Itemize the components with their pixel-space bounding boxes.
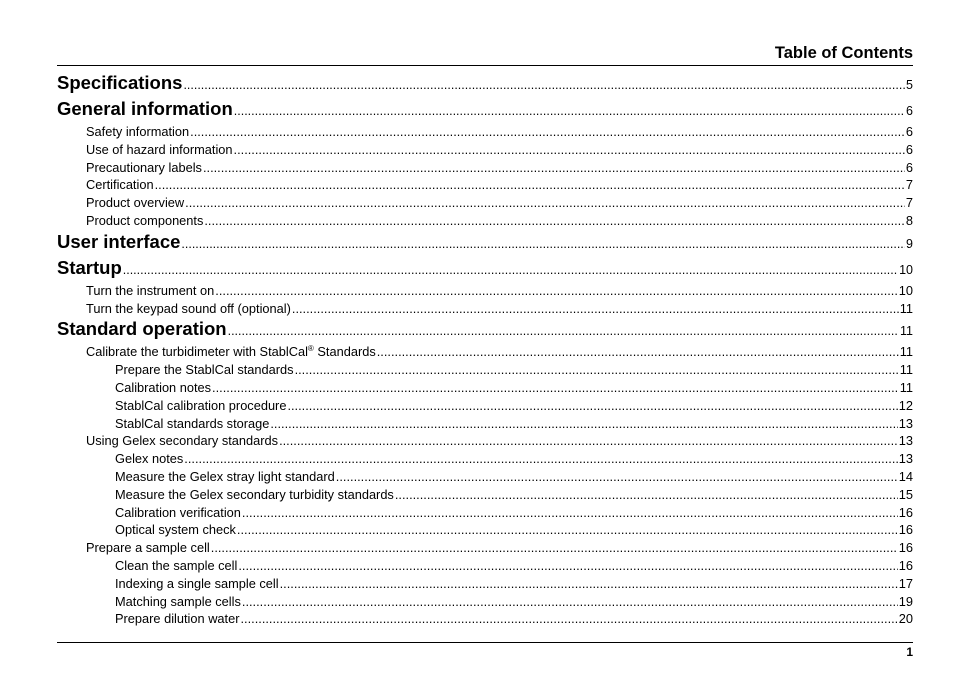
toc-entry-level-2[interactable]	[57, 194, 913, 212]
toc-entry-label: Use of hazard information	[86, 141, 233, 157]
toc-entry-page-number: 12	[898, 397, 913, 413]
toc-entry-level-3[interactable]	[57, 504, 913, 522]
toc-entry-level-3[interactable]	[57, 575, 913, 593]
registered-mark: ®	[307, 344, 314, 354]
toc-entry-page-number: 11	[899, 379, 913, 395]
toc-entry-level-3[interactable]	[57, 415, 913, 433]
dot-leader	[336, 468, 898, 486]
dot-leader	[228, 319, 899, 343]
toc-entry-level-3[interactable]	[57, 450, 913, 468]
toc-entry-page-number: 13	[898, 451, 913, 467]
dot-leader	[295, 361, 899, 379]
toc-entry-label: Safety information	[86, 124, 190, 139]
toc-entry-label: Gelex notes	[115, 451, 184, 467]
toc-entry-label: Precautionary labels	[86, 159, 202, 175]
toc-entry-level-1[interactable]	[57, 256, 913, 282]
toc-entry-page-number: 11	[900, 324, 913, 339]
dot-leader	[204, 212, 905, 230]
toc-entry-level-3[interactable]	[57, 397, 913, 415]
toc-entry-label: Product overview	[86, 195, 185, 211]
toc-entry-label: Product components	[86, 212, 204, 228]
toc-entry-level-1[interactable]	[57, 317, 913, 343]
toc-entry-level-2[interactable]	[57, 282, 913, 300]
toc-entry-label: Calibration notes	[115, 379, 212, 395]
toc-entry-label: Measure the Gelex secondary turbidity standards	[115, 486, 394, 502]
toc-entry-page-number: 14	[898, 468, 913, 484]
dot-leader	[234, 99, 905, 123]
dot-leader	[279, 432, 898, 450]
toc-entry-page-number: 13	[898, 433, 913, 449]
toc-entry-label: User interface	[57, 230, 181, 252]
toc-entry-label: Matching sample cells	[115, 593, 241, 609]
toc-entry-page-number: 16	[898, 540, 913, 556]
toc-entry-label: Specifications	[57, 72, 183, 93]
dot-leader	[242, 593, 898, 611]
dot-leader	[185, 194, 905, 212]
dot-leader	[211, 539, 898, 557]
toc-entry-level-3[interactable]	[57, 521, 913, 539]
toc-entry-page-number: 6	[905, 159, 913, 175]
dot-leader	[183, 73, 905, 97]
toc-entry-level-2[interactable]	[57, 176, 913, 194]
toc-entry-label: Standard operation	[57, 318, 227, 340]
dot-leader	[190, 123, 905, 141]
toc-entry-page-number: 5	[906, 78, 913, 92]
dot-leader	[377, 343, 899, 361]
toc-entry-label: Turn the keypad sound off (optional)	[86, 300, 291, 316]
toc-entry-page-number: 16	[898, 557, 913, 573]
toc-entry-label: Clean the sample cell	[115, 557, 238, 573]
toc-entry-page-number: 8	[905, 212, 913, 228]
toc-entry-label: Measure the Gelex stray light standard	[115, 468, 335, 484]
toc-entry-label: Prepare a sample cell	[86, 540, 210, 556]
toc-entry-page-number: 20	[898, 611, 913, 627]
dot-leader	[280, 575, 898, 593]
toc-entry-page-number: 13	[898, 415, 913, 431]
toc-entry-label: Turn the instrument on	[86, 282, 215, 298]
page-title: Table of Contents	[774, 44, 913, 62]
toc-entry-label: Calibrate the turbidimeter with StablCal® Standards	[86, 344, 376, 360]
dot-leader	[234, 141, 905, 159]
toc-entry-level-2[interactable]	[57, 343, 913, 361]
toc-entry-page-number: 10	[898, 282, 913, 298]
dot-leader	[203, 159, 905, 177]
toc-entry-level-1[interactable]	[57, 71, 913, 97]
page-footer	[57, 642, 913, 659]
toc-entry-page-number: 19	[898, 593, 913, 609]
toc-entry-level-3[interactable]	[57, 486, 913, 504]
dot-leader	[237, 521, 898, 539]
toc-entry-label: Calibration verification	[115, 504, 241, 520]
toc-entry-label: StablCal calibration procedure	[115, 397, 287, 413]
toc-entry-label: Startup	[57, 256, 122, 278]
toc-entry-page-number: 17	[898, 575, 913, 591]
dot-leader	[212, 379, 899, 397]
dot-leader	[242, 504, 898, 522]
toc-entry-page-number: 6	[906, 104, 913, 118]
toc-entry-label: Prepare the StablCal standards	[115, 362, 294, 378]
toc-entry-page-number: 11	[899, 362, 913, 378]
toc-entry-label: Certification	[86, 177, 154, 193]
toc-entry-label: General information	[57, 98, 233, 119]
toc-entry-label: Optical system check	[115, 522, 236, 538]
toc-entry-label: StablCal standards storage	[115, 415, 270, 431]
dot-leader	[215, 282, 897, 300]
dot-leader	[184, 450, 897, 468]
toc-entry-level-3[interactable]	[57, 610, 913, 628]
toc-entry-page-number: 16	[898, 522, 913, 538]
toc-entry-level-1[interactable]	[57, 230, 913, 256]
dot-leader	[287, 397, 897, 415]
toc-entry-level-2[interactable]	[57, 300, 913, 318]
toc-entry-page-number: 16	[898, 504, 913, 520]
toc-entry-level-2[interactable]	[57, 432, 913, 450]
toc-entry-level-2[interactable]	[57, 539, 913, 557]
toc-entry-level-3[interactable]	[57, 557, 913, 575]
toc-entry-level-2[interactable]	[57, 212, 913, 230]
toc-entry-level-2[interactable]	[57, 159, 913, 177]
toc-entry-label: Using Gelex secondary standards	[86, 433, 279, 449]
toc-entry-page-number: 6	[905, 141, 913, 157]
dot-leader	[270, 415, 897, 433]
dot-leader	[155, 176, 905, 194]
toc-entry-level-3[interactable]	[57, 593, 913, 611]
toc-entry-level-1[interactable]	[57, 97, 913, 123]
toc-entry-page-number: 10	[899, 262, 913, 277]
page-number: 1	[906, 645, 913, 659]
dot-leader	[238, 557, 897, 575]
dot-leader	[292, 300, 899, 318]
page-header	[57, 43, 913, 66]
toc-entry-label: Prepare dilution water	[115, 611, 240, 627]
toc-entry-page-number: 11	[899, 300, 913, 316]
toc-entry-level-3[interactable]	[57, 361, 913, 379]
toc-entry-level-3[interactable]	[57, 379, 913, 397]
dot-leader	[181, 232, 905, 256]
toc-entry-page-number: 6	[905, 124, 913, 139]
toc-entry-page-number: 15	[898, 486, 913, 502]
toc-entry-level-2[interactable]	[57, 141, 913, 159]
toc-entry-label: Indexing a single sample cell	[115, 575, 279, 591]
toc-entry-page-number: 7	[905, 177, 913, 193]
toc-entry-page-number: 7	[905, 195, 913, 211]
table-of-contents	[57, 71, 913, 628]
toc-entry-level-2[interactable]	[57, 123, 913, 141]
toc-entry-level-3[interactable]	[57, 468, 913, 486]
toc-entry-page-number: 9	[906, 236, 913, 251]
dot-leader	[395, 486, 898, 504]
dot-leader	[240, 610, 897, 628]
toc-entry-page-number: 11	[899, 344, 913, 360]
dot-leader	[123, 258, 898, 282]
